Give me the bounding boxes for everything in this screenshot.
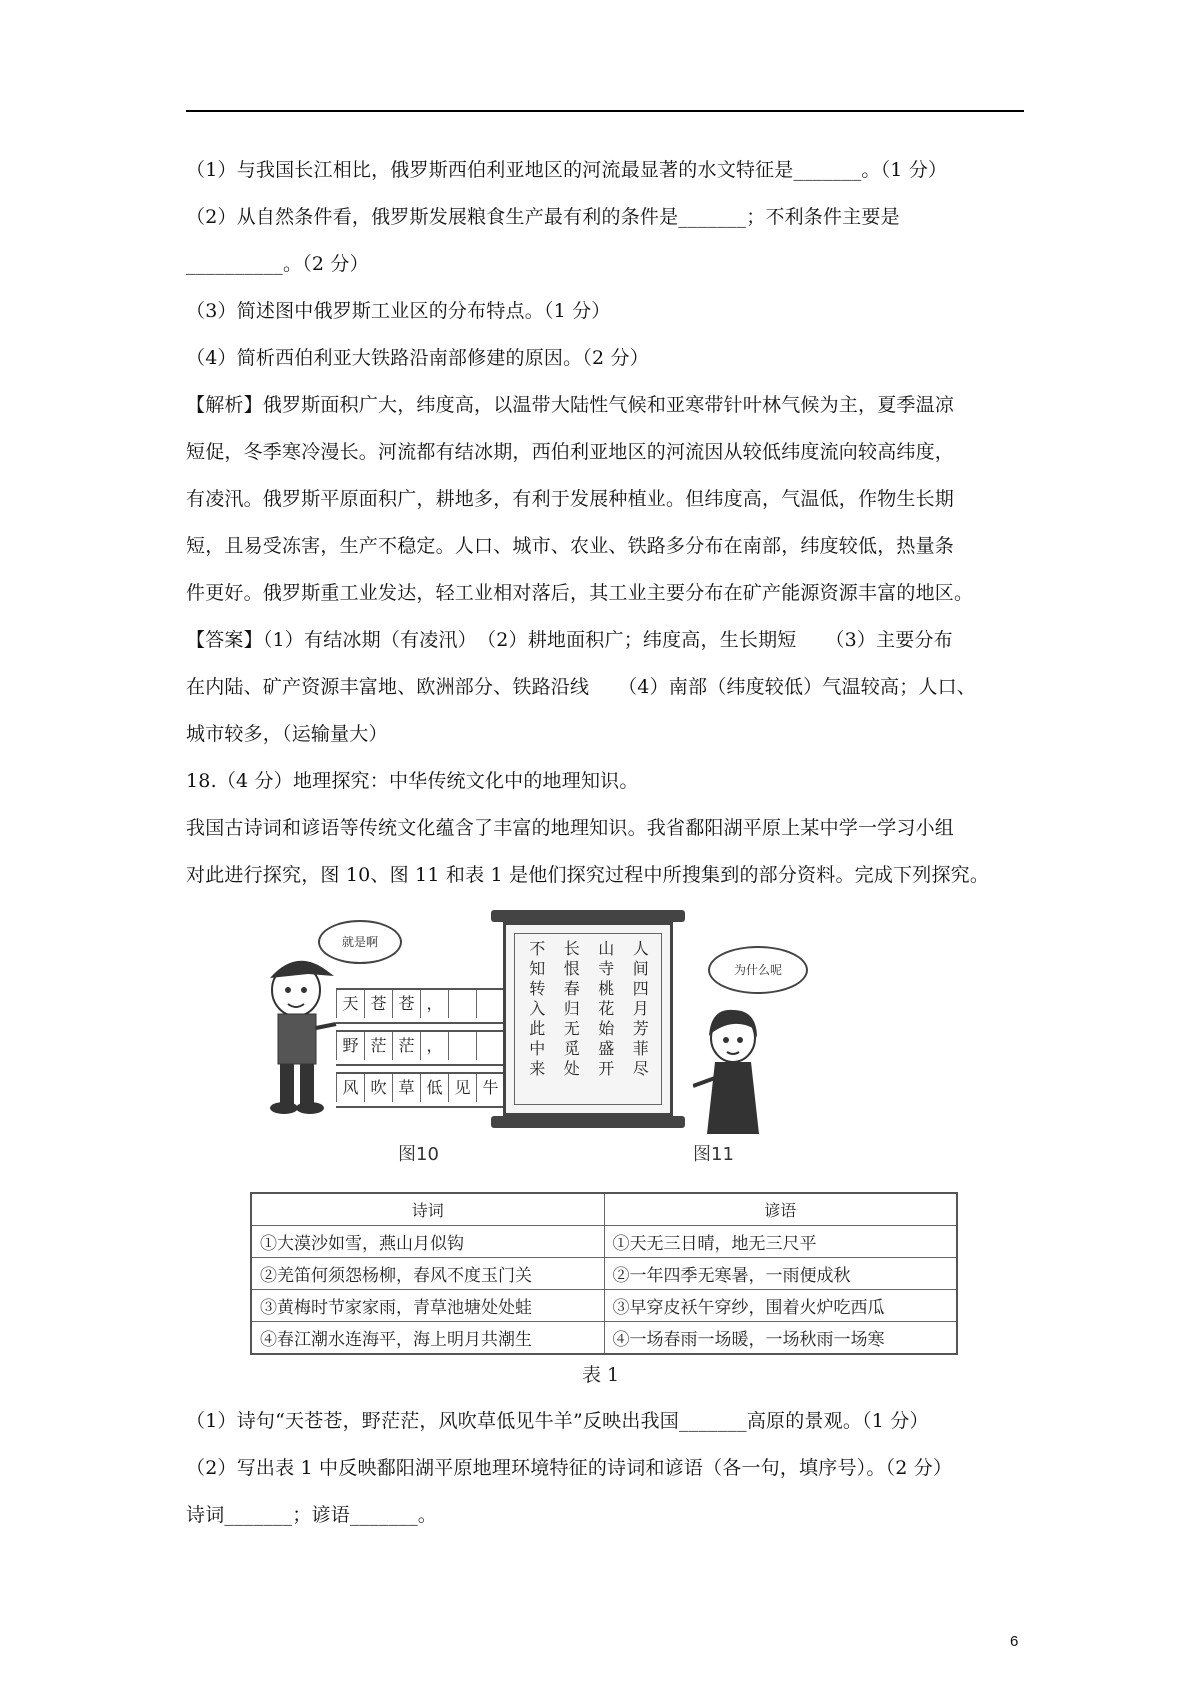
q17-line-5: （4）简析西伯利亚大铁路沿南部修建的原因。（2 分） — [186, 347, 649, 369]
scroll-poem — [514, 933, 662, 1105]
analysis-line-3: 有凌汛。俄罗斯平原面积广，耕地多，有利于发展种植业。但纬度高，气温低，作物生长期 — [186, 488, 955, 510]
figures-area — [248, 918, 978, 1168]
poem-column: 不知转入此中来 — [526, 940, 546, 1080]
poem-column: 山寺桃花始盛开 — [595, 940, 615, 1080]
question-17-block — [186, 147, 1026, 899]
grid-cell — [477, 1032, 505, 1060]
table-row — [251, 1322, 957, 1355]
fig11-speech-bubble: 为什么呢 — [708, 946, 808, 994]
analysis-label: 【解析】 — [186, 394, 263, 416]
grid-cell: ， — [421, 1032, 449, 1060]
q18-intro-1: 我国古诗词和谚语等传统文化蕴含了丰富的地理知识。我省鄱阳湖平原上某中学一学习小组 — [186, 817, 955, 839]
grid-cell — [449, 990, 477, 1018]
scroll-bottom-rod — [491, 1116, 685, 1128]
table-1 — [250, 1192, 958, 1355]
answer-line-2: 在内陆、矿产资源丰富地、欧洲部分、铁路沿线 （4）南部（纬度较低）气温较高；人口、 — [186, 676, 976, 698]
table-cell: ③黄梅时节家家雨，青草池塘处处蛙 — [251, 1290, 604, 1322]
fig11-caption: 图11 — [693, 1144, 734, 1165]
table-1-caption: 表 1 — [582, 1364, 620, 1386]
q18-intro-2: 对此进行探究，图 10、图 11 和表 1 是他们探究过程中所搜集到的部分资料。完成下列探究。 — [186, 864, 990, 886]
table-header-poems: 诗词 — [251, 1193, 604, 1226]
grid-cell: 低 — [421, 1074, 449, 1102]
analysis-line-1 — [186, 382, 1026, 429]
q17-line-4: （3）简述图中俄罗斯工业区的分布特点。（1 分） — [186, 300, 611, 322]
table-header-proverbs: 谚语 — [604, 1193, 957, 1226]
page-number: 6 — [1010, 1633, 1019, 1650]
scroll-frame — [503, 922, 673, 1116]
answer-line-1 — [186, 617, 1026, 664]
answer-line-3: 城市较多，（运输量大） — [186, 723, 388, 745]
grid-cell: 吹 — [365, 1074, 393, 1102]
poem-column: 长恨春归无觅处 — [561, 940, 581, 1080]
table-cell: ④春江潮水连海平，海上明月共潮生 — [251, 1322, 604, 1355]
table-row — [251, 1290, 957, 1322]
q18-title: 18.（4 分）地理探究：中华传统文化中的地理知识。 — [186, 770, 639, 792]
q18-sub-2-answer: 诗词_______；谚语_______。 — [186, 1504, 438, 1526]
grid-cell — [477, 990, 505, 1018]
table-header-row — [251, 1193, 957, 1226]
table-row — [251, 1226, 957, 1258]
table-cell: ④一场春雨一场暖，一场秋雨一场寒 — [604, 1322, 957, 1355]
q18-sub-2: （2）写出表 1 中反映鄱阳湖平原地理环境特征的诗词和谚语（各一句，填序号）。（2 分） — [186, 1457, 953, 1479]
table-cell: ①天无三日晴，地无三尺平 — [604, 1226, 957, 1258]
q18-sub-1: （1）诗句“天苍苍，野茫茫，风吹草低见牛羊”反映出我国_______高原的景观。（1 分） — [186, 1410, 929, 1432]
answer-label: 【答案】 — [186, 629, 263, 651]
fig10-caption: 图10 — [398, 1144, 439, 1165]
analysis-line-5: 件更好。俄罗斯重工业发达，轻工业相对落后，其工业主要分布在矿产能源资源丰富的地区。 — [186, 582, 974, 604]
table-cell: ②羌笛何须怨杨柳，春风不度玉门关 — [251, 1258, 604, 1290]
table-row — [251, 1258, 957, 1290]
grid-cell — [449, 1032, 477, 1060]
grid-cell: 见 — [449, 1074, 477, 1102]
table-cell: ②一年四季无寒暑，一雨便成秋 — [604, 1258, 957, 1290]
grid-cell: 天 — [336, 990, 365, 1018]
answer-text-1: （1）有结冰期（有凌汛） （2）耕地面积广；纬度高，生长期短 （3）主要分布 — [262, 629, 953, 651]
boy-cartoon-icon — [248, 948, 338, 1128]
q17-line-1: （1）与我国长江相比，俄罗斯西伯利亚地区的河流最显著的水文特征是_______。（1 分） — [186, 159, 948, 181]
analysis-line-4: 短，且易受冻害，生产不稳定。人口、城市、农业、铁路多分布在南部，纬度较低，热量条 — [186, 535, 955, 557]
grid-cell: ， — [421, 990, 449, 1018]
grid-cell: 苍 — [393, 990, 421, 1018]
analysis-line-2: 短促，冬季寒冷漫长。河流都有结冰期，西伯利亚地区的河流因从较低纬度流向较高纬度， — [186, 441, 955, 463]
grid-cell: 茫 — [365, 1032, 393, 1060]
q17-line-3: __________。（2 分） — [186, 253, 369, 275]
figure-11-scroll — [503, 910, 673, 1128]
grid-cell: 草 — [393, 1074, 421, 1102]
grid-cell: 风 — [336, 1074, 365, 1102]
grid-cell: 野 — [336, 1032, 365, 1060]
grid-cell: 苍 — [365, 990, 393, 1018]
grid-cell: 茫 — [393, 1032, 421, 1060]
scroll-top-rod — [491, 910, 685, 922]
header-rule — [186, 110, 1024, 112]
table-cell: ③早穿皮袄午穿纱，围着火炉吃西瓜 — [604, 1290, 957, 1322]
poem-column: 人间四月芳菲尽 — [630, 940, 650, 1080]
q17-line-2: （2）从自然条件看，俄罗斯发展粮食生产最有利的条件是_______；不利条件主要是 — [186, 206, 900, 228]
fig10-speech-bubble: 就是啊 — [318, 920, 402, 964]
table-cell: ①大漠沙如雪，燕山月似钩 — [251, 1226, 604, 1258]
grid-cell: 牛 — [477, 1074, 505, 1102]
analysis-text-1: 俄罗斯面积广大，纬度高，以温带大陆性气候和亚寒带针叶林气候为主，夏季温凉 — [262, 394, 955, 416]
girl-cartoon-icon — [693, 998, 773, 1148]
question-18-subquestions — [186, 1398, 1026, 1539]
